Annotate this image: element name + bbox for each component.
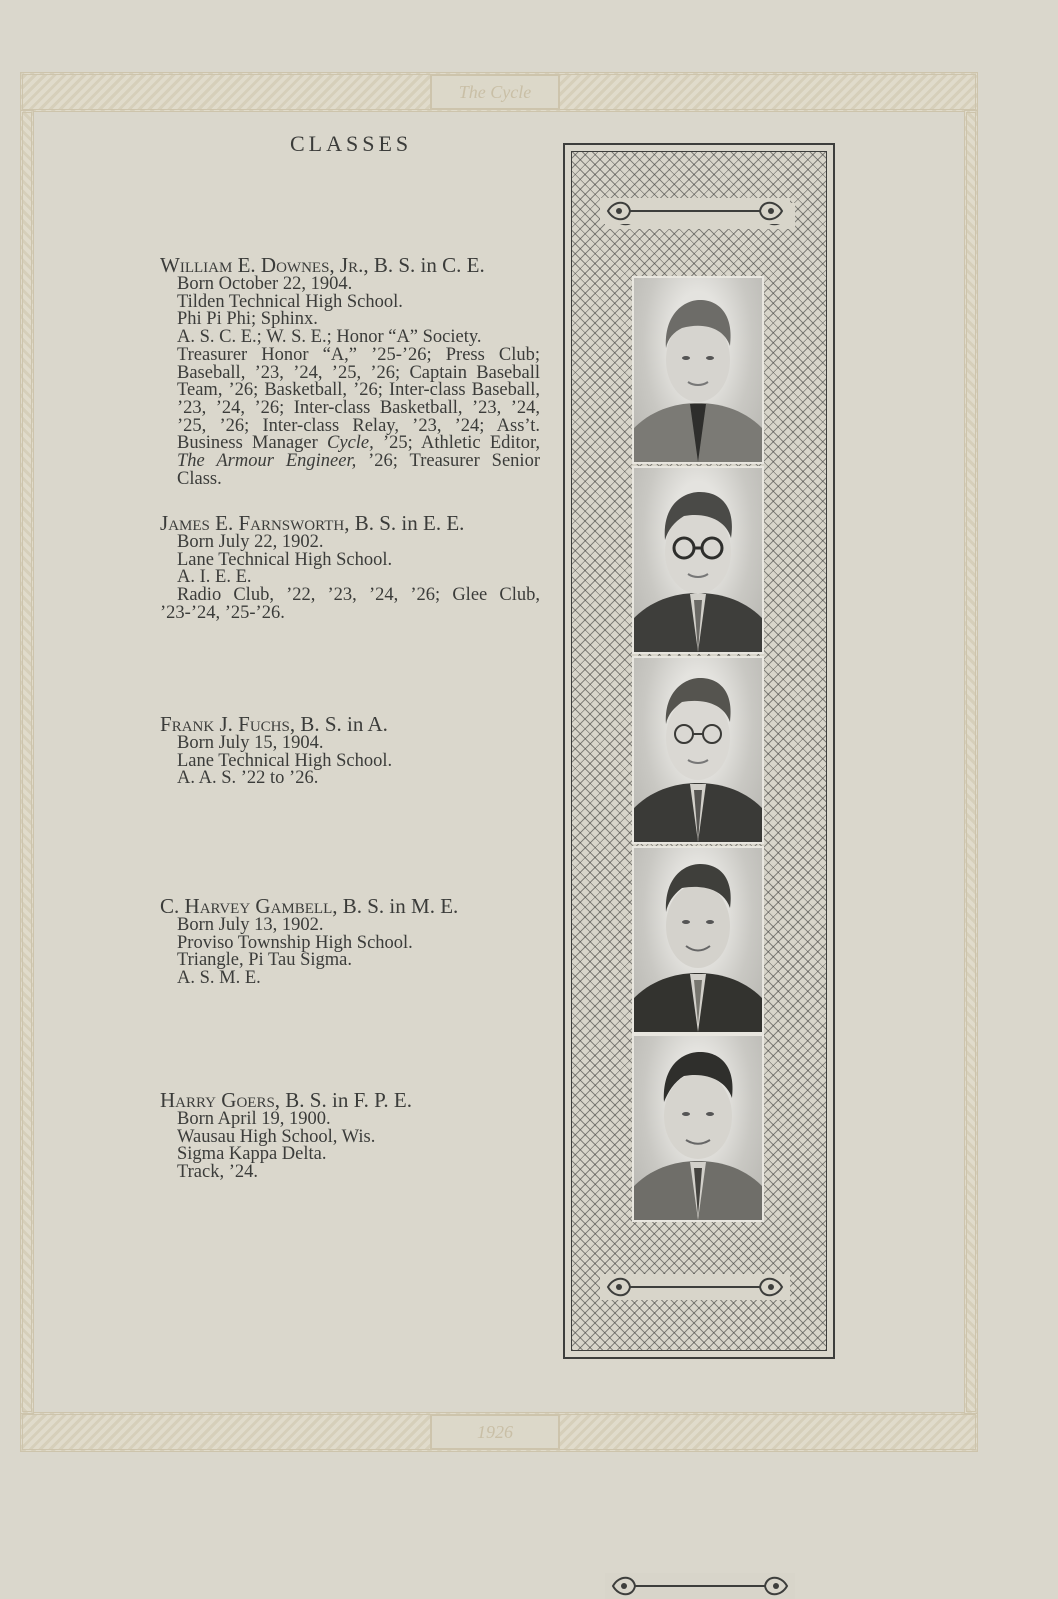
birth-line: Born October 22, 1904.: [177, 274, 353, 294]
activities-line: Track, ’24.: [177, 1162, 259, 1183]
student-name: C. Harvey Gambell, B. S. in M. E.: [160, 894, 459, 918]
school-line: Proviso Township High School.: [177, 932, 413, 953]
page-title: CLASSES: [290, 131, 413, 156]
society-line: A. S. C. E.; W. S. E.; Honor “A” Society.: [177, 327, 482, 348]
frame-left-border: [20, 110, 34, 1414]
student-name: James E. Farnsworth, B. S. in E. E.: [160, 511, 465, 535]
fraternity-line: Sigma Kappa Delta.: [177, 1144, 327, 1165]
school-line: Wausau High School, Wis.: [177, 1126, 376, 1147]
scroll-ornament-top-icon: [600, 198, 790, 224]
school-line: Tilden Technical High School.: [177, 291, 403, 312]
activities-paragraph: Radio Club, ’22, ’23, ’24, ’26; Glee Club, ’23-’24, ’25-’26.: [160, 585, 540, 623]
portrait-farnsworth: [632, 466, 764, 654]
portrait-goers: [632, 1034, 764, 1222]
birth-line: Born April 19, 1900.: [177, 1109, 331, 1129]
scroll-ornament-bottom-icon: [600, 1274, 790, 1300]
running-footer-year: 1926: [430, 1414, 560, 1450]
frame-right-border: [964, 110, 978, 1414]
student-name: William E. Downes, Jr., B. S. in C. E.: [160, 253, 485, 277]
student-entry-downes: [160, 254, 540, 488]
society-line: A. A. S. ’22 to ’26.: [177, 768, 319, 789]
portrait-gambell: [632, 846, 764, 1034]
student-entry-goers: [160, 1089, 540, 1182]
portrait-fuchs: [632, 656, 764, 844]
student-entry-gambell: [160, 895, 540, 988]
school-line: Lane Technical High School.: [177, 750, 393, 771]
birth-line: Born July 22, 1902.: [177, 532, 324, 552]
student-name: Frank J. Fuchs, B. S. in A.: [160, 712, 388, 736]
activities-paragraph: Treasurer Honor “A,” ’25-’26; Press Club; Baseball, ’23, ’24, ’25, ’26; Captain Baseball Team, ’26; Basketball, ’26; Inter-class Baseball, ’23, ’24, ’26; Inter-class Basketball, ’23, ’24, ’25, ’26; Inter-class Relay, ’23, ’24; Ass’t. Business Manager Cycle, ’25; Athletic Editor, The Armour Engineer, ’26; Treasurer Senior Class.: [177, 344, 540, 489]
student-entry-farnsworth: [160, 512, 540, 623]
running-header: The Cycle: [430, 74, 560, 110]
birth-line: Born July 15, 1904.: [177, 733, 324, 753]
fraternity-line: Phi Pi Phi; Sphinx.: [177, 309, 318, 330]
student-entry-fuchs: [160, 713, 540, 788]
school-line: Lane Technical High School.: [177, 549, 393, 570]
society-line: A. I. E. E.: [177, 567, 252, 588]
student-name: Harry Goers, B. S. in F. P. E.: [160, 1088, 412, 1112]
birth-line: Born July 13, 1902.: [177, 915, 324, 935]
fraternity-line: Triangle, Pi Tau Sigma.: [177, 950, 352, 971]
society-line: A. S. M. E.: [177, 968, 261, 989]
portrait-downes: [632, 276, 764, 464]
scroll-ornament-bottom: [605, 1573, 795, 1599]
